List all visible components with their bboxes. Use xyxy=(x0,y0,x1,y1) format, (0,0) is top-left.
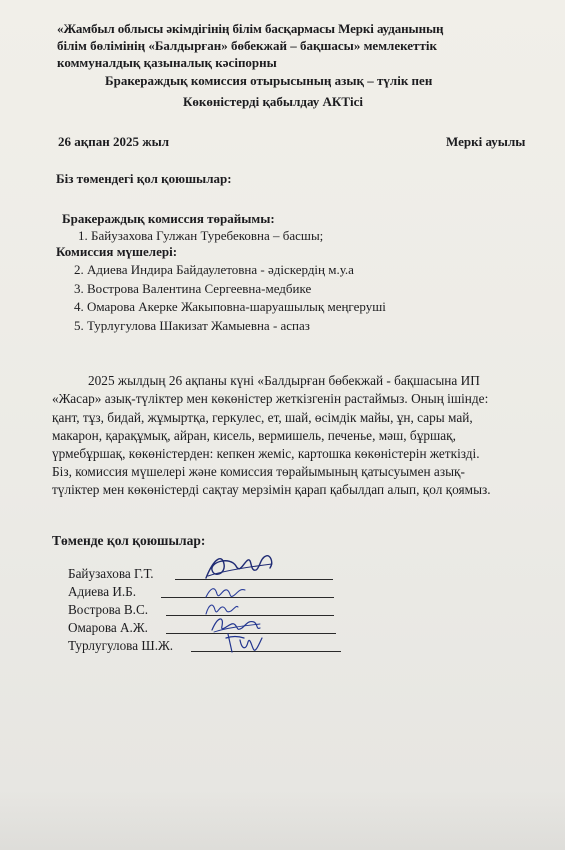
members-heading: Комиссия мүшелері: xyxy=(56,244,178,259)
header-line-3: коммуналдық қазыналық кәсіпорны xyxy=(57,55,277,70)
body-line: 2025 жылдың 26 ақпаны күні «Балдырған бөбекжай - бақшасына ИП xyxy=(88,373,480,388)
member-item: 5. Турлугулова Шакизат Жамыевна - аспаз xyxy=(74,318,310,333)
signature-row xyxy=(68,638,173,654)
body-line: қант, тұз, бидай, жұмыртқа, геркулес, ет, шай, өсімдік майы, ұн, сары май, xyxy=(52,410,473,425)
body-line: Біз, комиссия мүшелері және комиссия төрайымының қатысуымен азық- xyxy=(52,464,465,479)
handwritten-signature-1 xyxy=(200,548,280,584)
signer-name: Турлугулова Ш.Ж. xyxy=(68,638,174,653)
act-date: 26 ақпан 2025 жыл xyxy=(58,134,170,149)
header-line-1: «Жамбыл облысы әкімдігінің білім басқармасы Меркі ауданының xyxy=(57,21,444,36)
chair-item: 1. Байузахова Гулжан Туребековна – басшы; xyxy=(78,228,324,243)
body-line: «Жасар» азық-түліктер мен көкөністер жеткізгенін растаймыз. Оның ішінде: xyxy=(52,391,489,406)
signatures-heading: Төменде қол қоюшылар: xyxy=(52,533,206,548)
signature-row xyxy=(68,620,148,636)
signature-row xyxy=(68,584,136,600)
act-subtitle-1: Бракераждық комиссия отырысының азық – түлік пен xyxy=(105,73,433,88)
body-line: макарон, қарақұмық, айран, кисель, вермишель, печенье, мәш, бұршақ, xyxy=(52,428,456,443)
header-line-2: білім бөлімінің «Балдырған» бөбекжай – бақшасы» мемлекеттік xyxy=(57,38,437,53)
signer-name: Омарова А.Ж. xyxy=(68,620,148,635)
handwritten-signature-5 xyxy=(222,628,266,658)
act-subtitle-2: Көкөністерді қабылдау АКТісі xyxy=(183,94,364,109)
act-place: Меркі ауылы xyxy=(446,134,526,149)
signer-name: Байузахова Г.Т. xyxy=(68,566,154,581)
signature-line xyxy=(191,651,341,652)
member-item: 3. Вострова Валентина Сергеевна-медбике xyxy=(74,281,312,296)
member-item: 2. Адиева Индира Байдаулетовна - әдіскердің м.у.а xyxy=(74,262,354,277)
intro-text: Біз төмендегі қол қоюшылар: xyxy=(56,171,232,186)
signature-row xyxy=(68,566,154,582)
chair-heading: Бракераждық комиссия төрайымы: xyxy=(62,211,275,226)
signer-name: Адиева И.Б. xyxy=(68,584,137,599)
member-item: 4. Омарова Акерке Жакыповна-шаруашылық меңгеруші xyxy=(74,299,386,314)
signer-name: Вострова В.С. xyxy=(68,602,149,617)
body-line: түліктер мен көкөністерді сақтау мерзімін қарап қабылдап алып, қол қоямыз. xyxy=(52,482,491,497)
body-line: үрмебұршақ, көкөністерден: кепкен жеміс, картошка көкөністерін жеткізді. xyxy=(52,446,480,461)
signature-row xyxy=(68,602,148,618)
page-shadow xyxy=(0,790,565,850)
